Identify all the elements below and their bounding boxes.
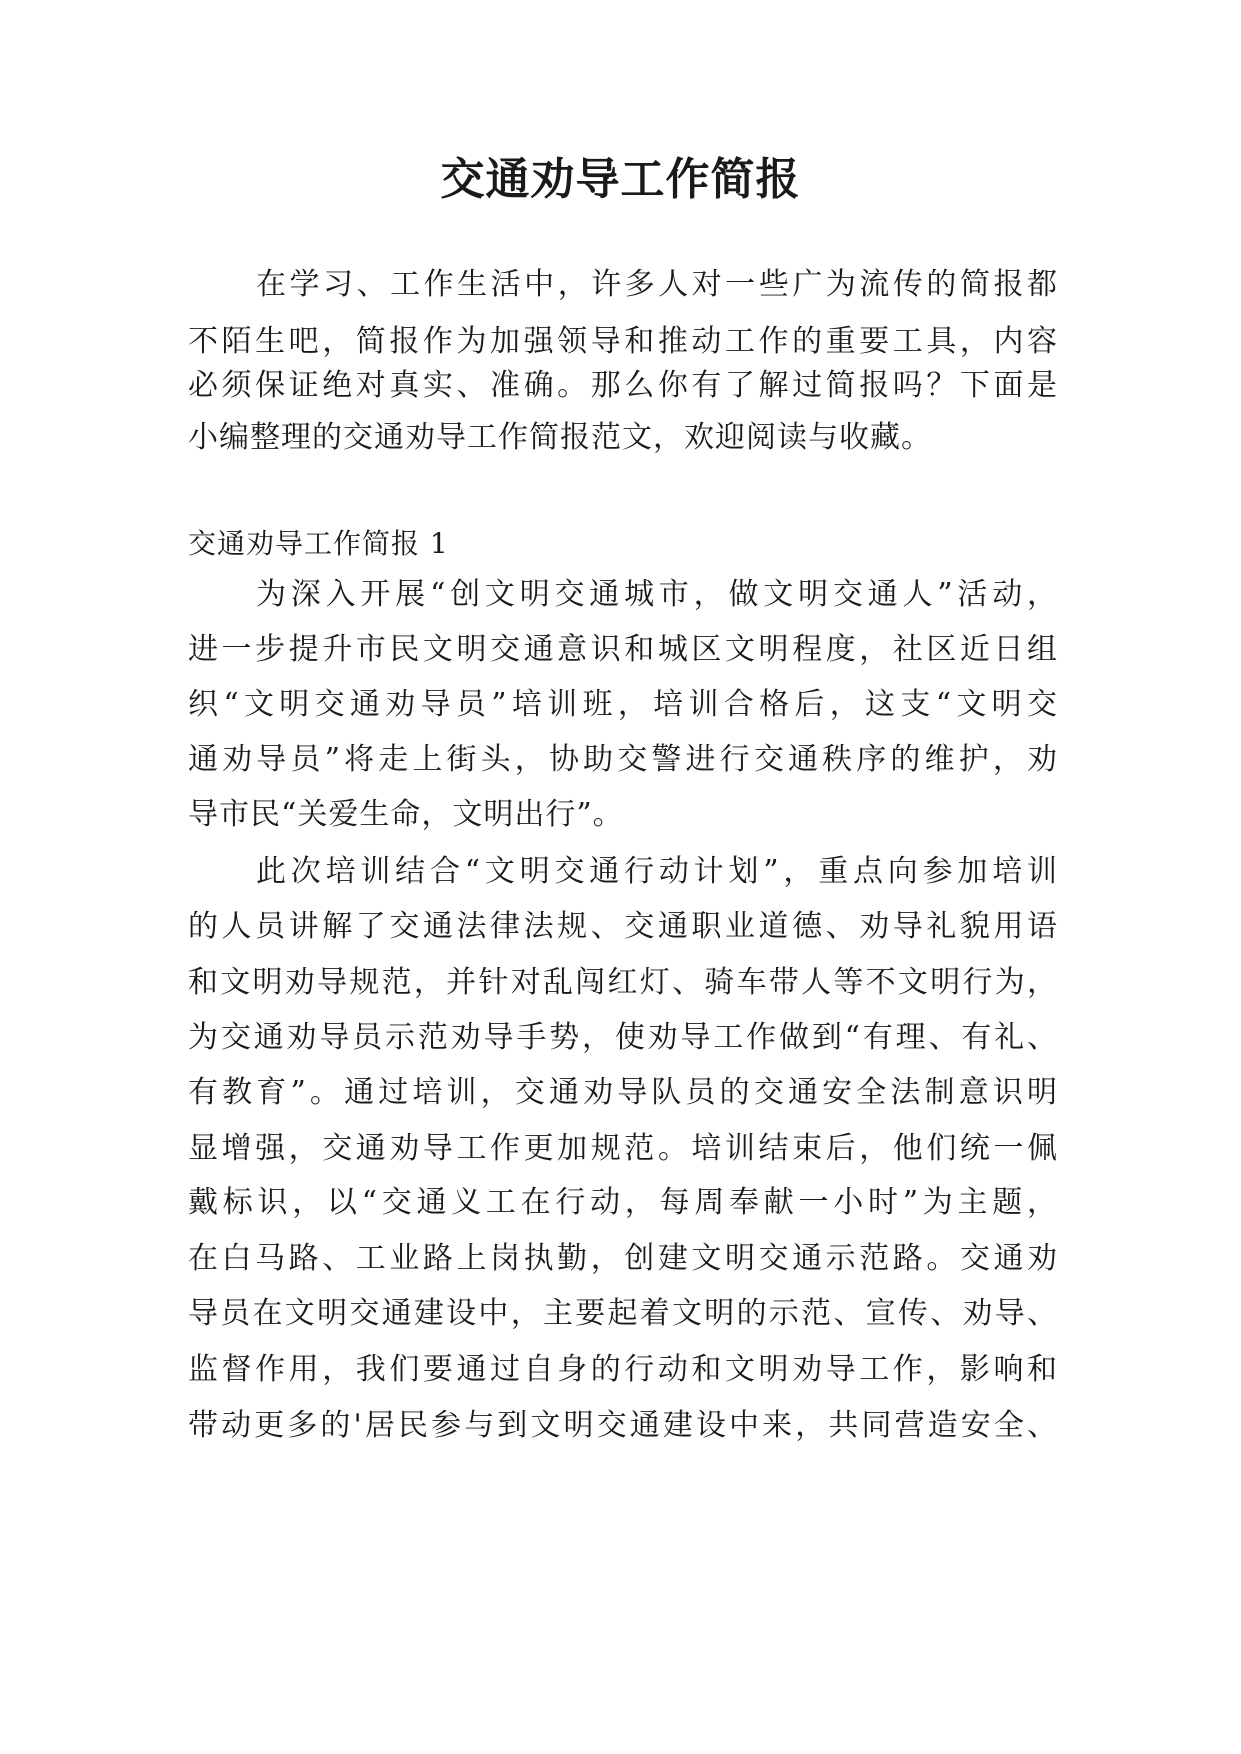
paragraph-line: 导市民“关爱生命，文明出行”。 — [188, 797, 624, 832]
paragraph-line: 显增强，交通劝导工作更加规范。培训结束后，他们统一佩 — [188, 1131, 1058, 1166]
paragraph-line: 在白马路、工业路上岗执勤，创建文明交通示范路。交通劝 — [188, 1241, 1058, 1276]
paragraph-line: 和文明劝导规范，并针对乱闯红灯、骑车带人等不文明行为， — [188, 965, 1058, 1000]
intro-line: 必须保证绝对真实、准确。那么你有了解过简报吗？下面是 — [188, 368, 1058, 403]
document-title: 交通劝导工作简报 — [440, 154, 801, 205]
paragraph-line: 通劝导员”将走上街头，协助交警进行交通秩序的维护，劝 — [188, 742, 1058, 777]
intro-line: 不陌生吧，简报作为加强领导和推动工作的重要工具，内容 — [188, 324, 1058, 359]
paragraph-line: 此次培训结合“文明交通行动计划”，重点向参加培训 — [256, 854, 1058, 889]
paragraph-line: 导员在文明交通建设中，主要起着文明的示范、宣传、劝导、 — [188, 1296, 1058, 1331]
paragraph-line: 戴标识，以“交通义工在行动，每周奉献一小时”为主题， — [188, 1185, 1058, 1220]
paragraph-line: 监督作用，我们要通过自身的行动和文明劝导工作，影响和 — [188, 1352, 1058, 1387]
paragraph-line: 为交通劝导员示范劝导手势，使劝导工作做到“有理、有礼、 — [188, 1020, 1058, 1055]
paragraph-line: 带动更多的'居民参与到文明交通建设中来，共同营造安全、 — [188, 1408, 1058, 1443]
paragraph-line: 进一步提升市民文明交通意识和城区文明程度，社区近日组 — [188, 632, 1058, 667]
paragraph-line: 织“文明交通劝导员”培训班，培训合格后，这支“文明交 — [188, 687, 1058, 722]
section-heading: 交通劝导工作简报 1 — [188, 527, 449, 560]
paragraph-line: 有教育”。通过培训，交通劝导队员的交通安全法制意识明 — [188, 1075, 1058, 1110]
paragraph-line: 为深入开展“创文明交通城市，做文明交通人”活动， — [256, 577, 1058, 612]
paragraph-line: 的人员讲解了交通法律法规、交通职业道德、劝导礼貌用语 — [188, 909, 1058, 944]
intro-line: 在学习、工作生活中，许多人对一些广为流传的简报都 — [256, 267, 1058, 302]
intro-line: 小编整理的交通劝导工作简报范文，欢迎阅读与收藏。 — [188, 420, 932, 455]
